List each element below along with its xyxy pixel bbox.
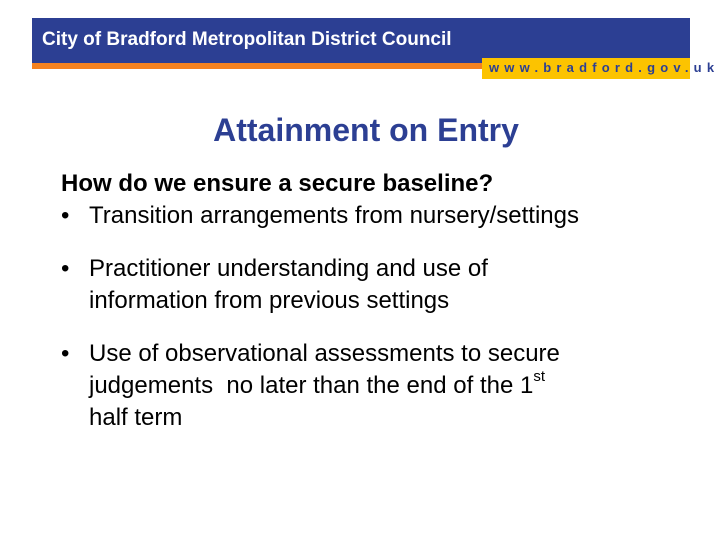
bullet-text-line: judgements no later than the end of the 1 [89,372,534,399]
bullet-marker: • [61,340,70,367]
bullet-marker: • [61,255,70,282]
orange-divider [32,63,482,69]
slide-body [61,168,681,434]
bullet-marker: • [61,202,70,229]
bullet-text-line: half term [89,404,183,431]
bullet-text-line: information from previous settings [89,287,450,314]
bullet-text-line: Practitioner understanding and use of [89,255,488,282]
question-heading: How do we ensure a secure baseline? [61,170,494,197]
bullet-item [61,338,681,434]
website-url: www.bradford.gov.uk [489,60,720,75]
council-name: City of Bradford Metropolitan District Council [42,29,452,50]
bullet-item [61,253,681,317]
header-bar [32,18,690,63]
bullet-item [61,200,681,232]
ordinal-suffix: st [533,368,545,385]
bullet-text-line: Use of observational assessments to secure [89,340,560,367]
bullet-text: Transition arrangements from nursery/settings [89,202,579,229]
slide-title: Attainment on Entry [213,112,519,148]
website-banner [482,58,720,79]
